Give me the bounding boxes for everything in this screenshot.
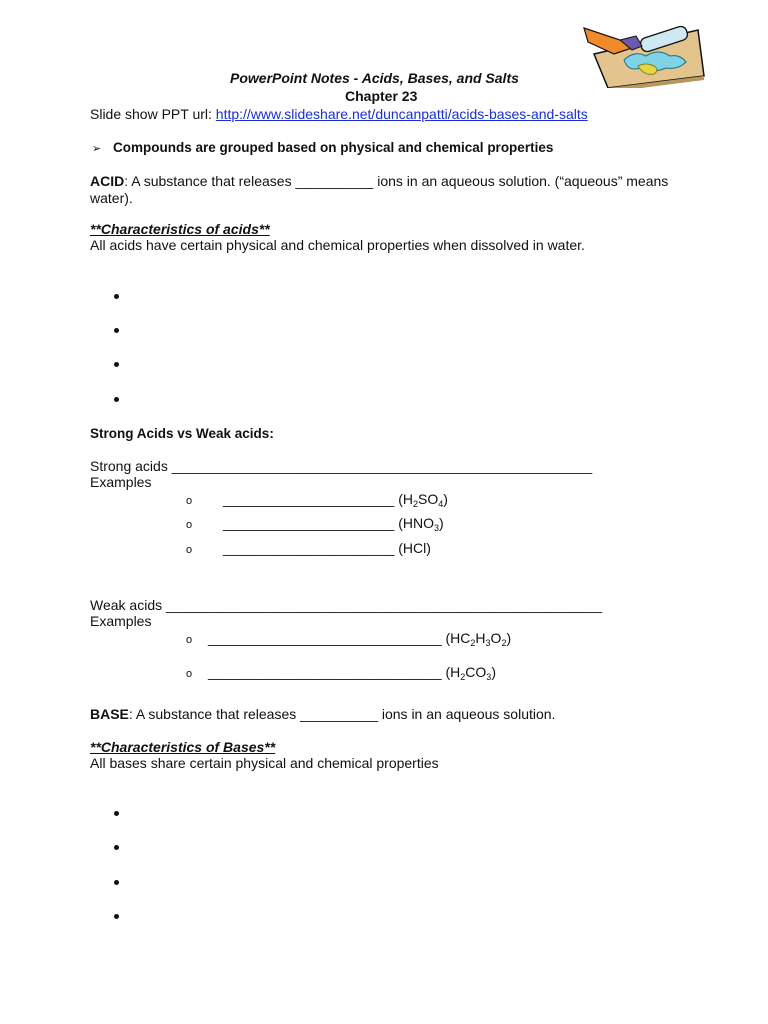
circle-bullet-icon: o [186, 519, 193, 531]
formula-part: ) [443, 491, 448, 507]
strong-blank-1: ______________________ [223, 491, 395, 507]
acid-characteristics-heading: **Characteristics of acids** [90, 221, 270, 237]
weak-blank-1: ______________________________ [208, 630, 442, 646]
strong-blank-3: ______________________ [223, 540, 395, 556]
formula-part: (H [445, 664, 461, 680]
formula-sub: 4 [438, 499, 444, 509]
base-characteristics-text: All bases share certain physical and chemical properties [90, 755, 439, 771]
strong-weak-heading: Strong Acids vs Weak acids: [90, 426, 274, 441]
strong-example-3 [186, 540, 431, 558]
acid-bullet-2 [114, 328, 119, 333]
circle-bullet-icon: o [186, 544, 193, 556]
formula-sub: 3 [485, 638, 491, 648]
base-characteristics-heading: **Characteristics of Bases** [90, 739, 276, 755]
formula-part: H [475, 630, 486, 646]
acid-bullet-4 [114, 397, 119, 402]
chapter-title: Chapter 23 [345, 88, 418, 104]
acid-term: ACID [90, 173, 125, 189]
formula-sub: 2 [501, 638, 507, 648]
weak-acids-line: Weak acids ________________________________________________________ [90, 597, 603, 613]
acid-characteristics-text: All acids have certain physical and chemical properties when dissolved in water. [90, 237, 585, 253]
weak-example-2 [186, 664, 496, 682]
weak-examples-label: Examples [90, 613, 152, 629]
formula-part: (HC [445, 630, 471, 646]
url-line [90, 106, 588, 122]
strong-blank-2: ______________________ [223, 515, 395, 531]
base-bullet-4 [114, 914, 119, 919]
base-def: : A substance that releases __________ ions in an aqueous solution. [128, 706, 556, 722]
base-bullet-2 [114, 845, 119, 850]
base-bullet-1 [114, 811, 119, 816]
page-title: PowerPoint Notes - Acids, Bases, and Salts [230, 70, 519, 86]
formula-sub: 3 [486, 672, 492, 682]
formula-sub: 2 [470, 638, 476, 648]
formula-sub: 3 [433, 523, 439, 533]
base-bullet-3 [114, 880, 119, 885]
formula-sub: 2 [460, 672, 466, 682]
formula-part: SO [418, 491, 439, 507]
strong-example-1 [186, 491, 448, 509]
formula-part: O [490, 630, 502, 646]
circle-bullet-icon: o [186, 668, 193, 680]
strong-examples-label: Examples [90, 474, 152, 490]
formula-part: ) [439, 515, 444, 531]
base-definition [90, 706, 555, 722]
intro-line [92, 140, 553, 157]
strong-acids-line: Strong acids ______________________________________________________ [90, 458, 593, 474]
acid-bullet-3 [114, 362, 119, 367]
formula-part: CO [465, 664, 487, 680]
strong-example-2 [186, 515, 444, 533]
acid-def-line2: water). [90, 190, 133, 206]
formula-part: ) [506, 630, 512, 646]
formula-part: (HNO [398, 515, 434, 531]
weak-example-1 [186, 630, 511, 648]
arrow-bullet-icon: ➢ [92, 143, 102, 155]
base-term: BASE [90, 706, 129, 722]
formula-sub: 2 [412, 499, 418, 509]
circle-bullet-icon: o [186, 634, 193, 646]
circle-bullet-icon: o [186, 495, 193, 507]
weak-blank-2: ______________________________ [208, 664, 442, 680]
spilled-test-tube-icon [580, 14, 708, 88]
formula-part: (H [398, 491, 413, 507]
acid-definition [90, 173, 668, 189]
intro-text: Compounds are grouped based on physical and chemical properties [112, 140, 554, 155]
formula-part: ) [491, 664, 496, 680]
formula-part: (HCl) [398, 540, 431, 556]
acid-def-line1: : A substance that releases __________ ions in an aqueous solution. (“aqueous” means [124, 173, 669, 189]
url-label: Slide show PPT url: [90, 106, 216, 122]
acid-bullet-1 [114, 294, 119, 299]
slideshow-link[interactable]: http://www.slideshare.net/duncanpatti/acids-bases-and-salts [215, 106, 588, 122]
